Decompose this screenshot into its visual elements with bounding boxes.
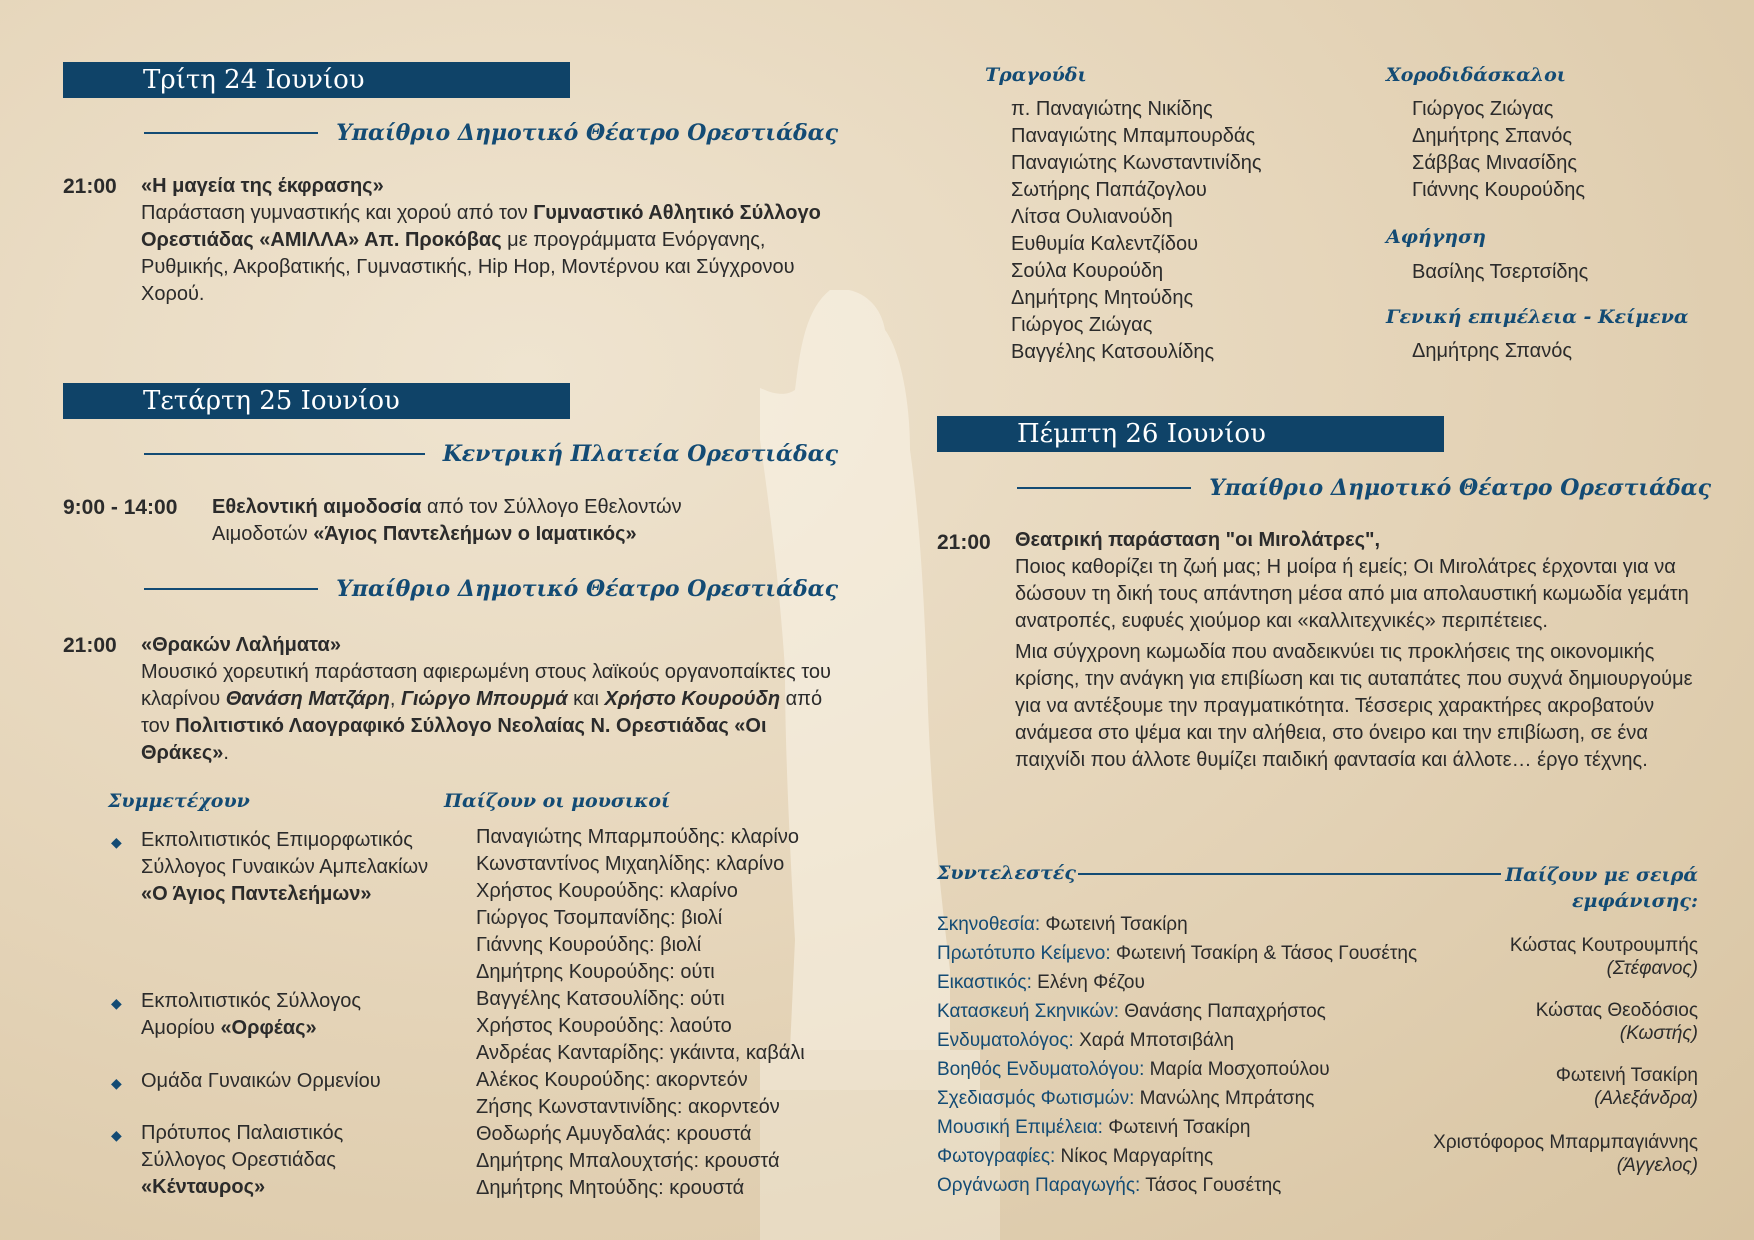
list-item: π. Παναγιώτης Νικίδης <box>1011 98 1213 120</box>
diamond-bullet-icon: ◆ <box>111 1127 122 1143</box>
list-item: Γιάννης Κουρούδης <box>1412 179 1585 201</box>
event-block <box>141 173 851 308</box>
event-description: Μια σύγχρονη κωμωδία που αναδεικνύει τις προκλήσεις της οικονομικής κρίσης, την ανάγκη για επιβίωση και τις αυταπάτες που συχνά δημιουργούμε για να αντέξουμε την πραγματικότητα. Τέσσερις χαρακτήρες ακροβατούν ανάμεσα στο ψέμα και την αλήθεια, στο όνειρο και την επιβίωση, σε ένα παιχνίδι που άλλοτε θυμίζει παιδική φαντασία και άλλοτε… έργο τέχνης. <box>1015 641 1693 771</box>
event-description: Ποιος καθορίζει τη ζωή μας; Η μοίρα ή εμείς; Οι Μιrολάτρες έρχονται για να δώσουν τη δική τους απάντηση μέσα από μια απολαυστική κωμωδία γεμάτη ανατροπές, ευφυές χιούμορ και «καλλιτεχνικές» περιπέτειες. <box>1015 556 1689 632</box>
cast-member: Χριστόφορος Μπαρμπαγιάννης (Άγγελος) <box>1433 1132 1698 1176</box>
event-time: 21:00 <box>63 175 117 198</box>
list-item: Αλέκος Κουρούδης: ακορντεόν <box>476 1069 748 1091</box>
list-item: Παναγιώτης Μπαρμπούδης: κλαρίνο <box>476 826 799 848</box>
teachers-list <box>1412 96 1585 204</box>
venue-heading <box>144 439 838 469</box>
list-item: Γιάννης Κουρούδης: βιολί <box>476 934 702 956</box>
list-item: Δημήτρης Κουρούδης: ούτι <box>476 961 715 983</box>
cast-heading: Παίζουν με σειρά εμφάνισης: <box>1505 864 1698 912</box>
credit-row: Πρωτότυπο Κείμενο: Φωτεινή Τσακίρη & Τάσος Γουσέτης <box>937 943 1418 964</box>
list-item: Δημήτρης Σπανός <box>1412 125 1572 147</box>
credit-row: Ενδυματολόγος: Χαρά Μποτσιβάλη <box>937 1030 1234 1051</box>
event-time: 21:00 <box>937 531 991 554</box>
list-item: Γιώργος Ζιώγας <box>1011 314 1153 336</box>
singers-list <box>1011 96 1261 366</box>
list-item: Σούλα Κουρούδη <box>1011 260 1164 282</box>
song-heading: Τραγούδι <box>985 64 1087 86</box>
credit-row: Σκηνοθεσία: Φωτεινή Τσακίρη <box>937 914 1188 935</box>
editing-heading: Γενική επιμέλεια - Κείμενα <box>1386 306 1689 328</box>
list-item: Δημήτρης Μπαλουχτσής: κρουστά <box>476 1150 780 1172</box>
list-item: Θοδωρής Αμυγδαλάς: κρουστά <box>476 1123 752 1145</box>
list-item: Γιώργος Ζιώγας <box>1412 98 1554 120</box>
credits-heading: Συντελεστές <box>937 862 1076 884</box>
venue-name: Υπαίθριο Δημοτικό Θέατρο Ορεστιάδας <box>336 576 838 602</box>
venue-heading <box>144 574 838 604</box>
venue-name: Υπαίθριο Δημοτικό Θέατρο Ορεστιάδας <box>1209 475 1711 501</box>
cast-member: Κώστας Κουτρουμπής (Στέφανος) <box>1509 935 1698 979</box>
event-description: Εθελοντική αιμοδοσία από τον Σύλλογο Εθελοντών Αιμοδοτών «Άγιος Παντελεήμων ο Ιαματικός» <box>212 496 682 545</box>
event-description: Παράσταση γυμναστικής και χορού από τον Γυμναστικό Αθλητικό Σύλλογο Ορεστιάδας «ΑΜΙΛΛΑ» Απ. Προκόβας με προγράμματα Ενόργανης, Ρυθμικής, Ακροβατικής, Γυμναστικής, Hip Hop, Μοντέρνου και Σύγχρονου Χορού. <box>141 202 821 305</box>
venue-rule <box>144 453 425 455</box>
diamond-bullet-icon: ◆ <box>111 995 122 1011</box>
cast-member: Φωτεινή Τσακίρη (Αλεξάνδρα) <box>1555 1065 1698 1109</box>
participant-item: ◆ Εκπολιτιστικός Επιμορφωτικός Σύλλογος Γυναικών Αμπελακίων «Ο Άγιος Παντελεήμων» <box>111 829 429 905</box>
participant-item: ◆ Ομάδα Γυναικών Ορμενίου <box>141 1068 431 1095</box>
day-header-tuesday: Τρίτη 24 Ιουνίου <box>63 62 570 98</box>
venue-name: Κεντρική Πλατεία Ορεστιάδας <box>442 441 838 467</box>
list-item: Ζήσης Κωνσταντινίδης: ακορντεόν <box>476 1096 780 1118</box>
credit-row: Οργάνωση Παραγωγής: Τάσος Γουσέτης <box>937 1175 1282 1196</box>
credit-row: Σχεδιασμός Φωτισμών: Μανώλης Μπράτσης <box>937 1088 1315 1109</box>
credit-row: Βοηθός Ενδυματολόγου: Μαρία Μοσχοπούλου <box>937 1059 1330 1080</box>
event-block <box>141 632 851 767</box>
participant-item: ◆ Πρότυπος Παλαιστικός Σύλλογος Ορεστιάδας «Κένταυρος» <box>111 1122 344 1198</box>
list-item: Κωνσταντίνος Μιχαηλίδης: κλαρίνο <box>476 853 785 875</box>
credit-row: Μουσική Επιμέλεια: Φωτεινή Τσακίρη <box>937 1117 1251 1138</box>
venue-rule <box>144 132 318 134</box>
list-item: Παναγιώτης Κωνσταντινίδης <box>1011 152 1262 174</box>
diamond-bullet-icon: ◆ <box>111 1075 122 1091</box>
editor: Δημήτρης Σπανός <box>1412 340 1572 362</box>
credit-row: Εικαστικός: Ελένη Φέζου <box>937 972 1145 993</box>
venue-heading <box>1017 473 1711 503</box>
list-item: Χρήστος Κουρούδης: λαούτο <box>476 1015 732 1037</box>
event-title: «Η μαγεία της έκφρασης» <box>141 175 384 197</box>
venue-rule <box>144 588 318 590</box>
participants-heading: Συμμετέχουν <box>108 790 250 812</box>
credit-row: Φωτογραφίες: Νίκος Μαργαρίτης <box>937 1146 1214 1167</box>
list-item: Βαγγέλης Κατσουλίδης: ούτι <box>476 988 725 1010</box>
list-item: Δημήτρης Μητούδης <box>1011 287 1194 309</box>
cast-member: Κώστας Θεοδόσιος (Κωστής) <box>1535 1000 1698 1044</box>
list-item: Σάββας Μινασίδης <box>1412 152 1578 174</box>
list-item: Χρήστος Κουρούδης: κλαρίνο <box>476 880 738 902</box>
list-item: Ανδρέας Κανταρίδης: γκάιντα, καβάλι <box>476 1042 805 1064</box>
participant-item: ◆ Εκπολιτιστικός Σύλλογος Αμορίου «Ορφέας» <box>111 990 362 1039</box>
list-item: Παναγιώτης Μπαμπουρδάς <box>1011 125 1256 147</box>
list-item: Βαγγέλης Κατσουλίδης <box>1011 341 1215 363</box>
musicians-heading: Παίζουν οι μουσικοί <box>444 790 671 812</box>
venue-name: Υπαίθριο Δημοτικό Θέατρο Ορεστιάδας <box>336 120 838 146</box>
event-description: Μουσικό χορευτική παράσταση αφιερωμένη στους λαϊκούς οργανοπαίκτες του κλαρίνου Θανάση Ματζάρη, Γιώργο Μπουρμά και Χρήστο Κουρούδη από τον Πολιτιστικό Λαογραφικό Σύλλογο Νεολαίας Ν. Ορεστιάδας «Οι Θράκες». <box>141 661 831 764</box>
event-block <box>1015 527 1705 774</box>
dance-teachers-heading: Χοροδιδάσκαλοι <box>1386 64 1566 86</box>
event-time: 9:00 - 14:00 <box>63 496 178 519</box>
event-title: Θεατρική παράσταση "οι Μιrολάτρες", <box>1015 529 1381 551</box>
list-item: Γιώργος Τσομπανίδης: βιολί <box>476 907 723 929</box>
venue-rule <box>1017 487 1191 489</box>
list-item: Λίτσα Ουλιανούδη <box>1011 206 1173 228</box>
list-item: Δημήτρης Μητούδης: κρουστά <box>476 1177 745 1199</box>
day-header-thursday: Πέμπτη 26 Ιουνίου <box>937 416 1444 452</box>
narrator: Βασίλης Τσερτσίδης <box>1412 261 1589 283</box>
event-time: 21:00 <box>63 634 117 657</box>
venue-heading <box>144 118 838 148</box>
credits-rule <box>1078 873 1501 875</box>
musicians-list <box>476 824 805 1202</box>
diamond-bullet-icon: ◆ <box>111 834 122 850</box>
credit-row: Κατασκευή Σκηνικών: Θανάσης Παπαχρήστος <box>937 1001 1326 1022</box>
event-title: «Θρακών Λαλήματα» <box>141 634 341 656</box>
day-header-wednesday: Τετάρτη 25 Ιουνίου <box>63 383 570 419</box>
list-item: Ευθυμία Καλεντζίδου <box>1011 233 1199 255</box>
narration-heading: Αφήγηση <box>1386 226 1486 248</box>
list-item: Σωτήρης Παπάζογλου <box>1011 179 1207 201</box>
credits-list <box>937 910 1417 1200</box>
